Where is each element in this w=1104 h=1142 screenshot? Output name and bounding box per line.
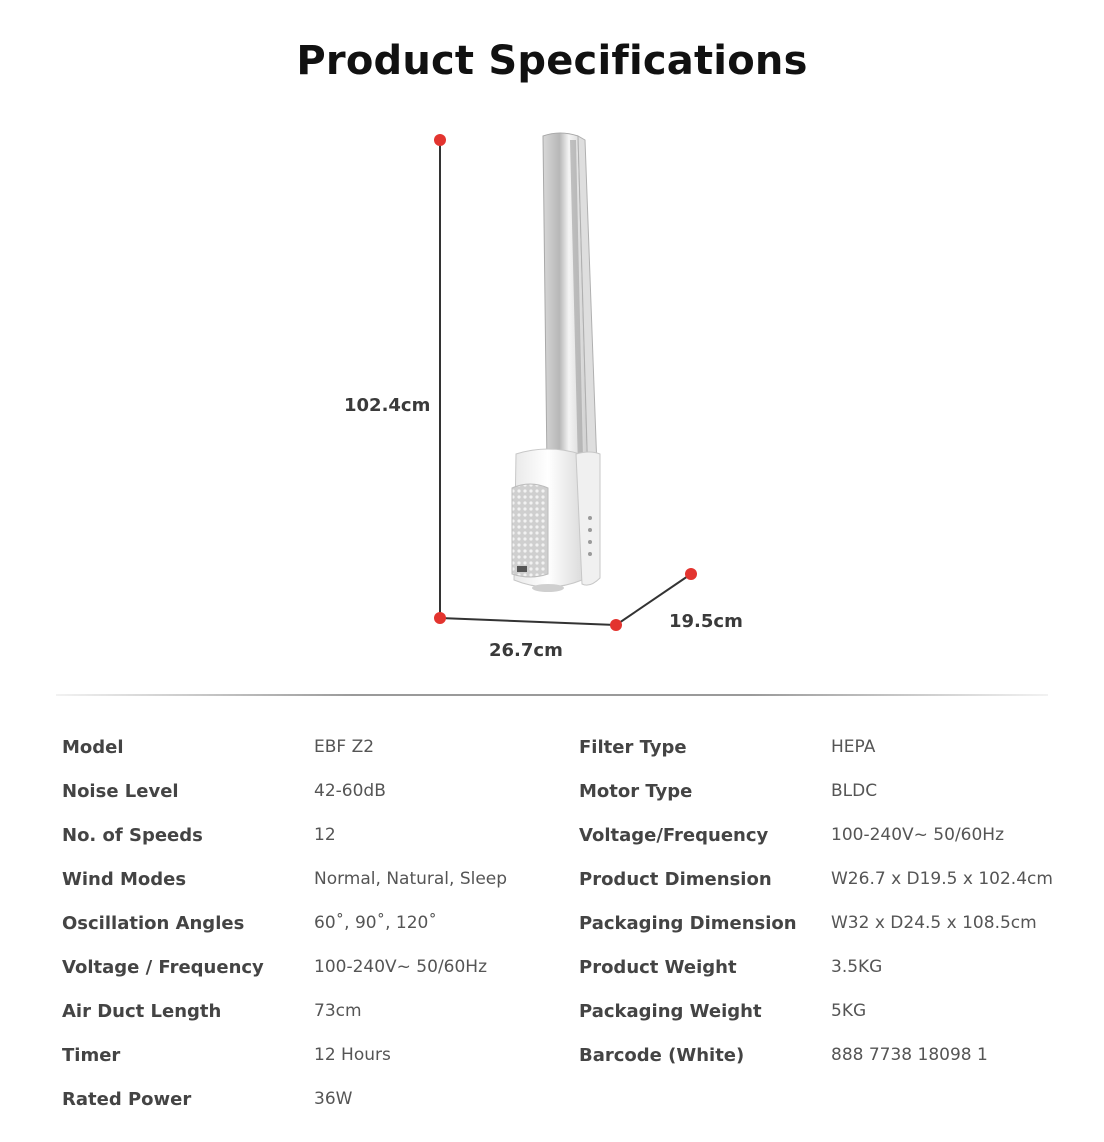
spec-label: Noise Level xyxy=(62,780,179,802)
spec-value: 42-60dB xyxy=(314,781,386,801)
spec-value: 3.5KG xyxy=(831,957,883,977)
spec-value: W32 x D24.5 x 108.5cm xyxy=(831,913,1037,933)
specs-left-column xyxy=(62,725,507,1121)
spec-label: Product Dimension xyxy=(579,868,772,890)
section-divider xyxy=(56,694,1048,696)
spec-value: 888 7738 18098 1 xyxy=(831,1045,988,1065)
spec-label: Air Duct Length xyxy=(62,1000,222,1022)
spec-label: Packaging Weight xyxy=(579,1000,762,1022)
spec-label: Motor Type xyxy=(579,780,693,802)
page-title: Product Specifications xyxy=(296,38,808,84)
height-dimension-label: 102.4cm xyxy=(344,395,431,416)
spec-value: 36W xyxy=(314,1089,353,1109)
spec-label: Oscillation Angles xyxy=(62,912,245,934)
spec-row-noise-level xyxy=(62,769,507,813)
spec-row-product-weight xyxy=(579,945,1053,989)
base-corner-marker xyxy=(434,612,446,624)
spec-row-rated-power xyxy=(62,1077,507,1121)
spec-value: 100-240V~ 50/60Hz xyxy=(314,957,488,977)
spec-row-voltage-frequency xyxy=(62,945,507,989)
spec-label: Filter Type xyxy=(579,736,687,758)
spec-row-packaging-weight xyxy=(579,989,1053,1033)
spec-value: W26.7 x D19.5 x 102.4cm xyxy=(831,869,1053,889)
spec-value: Normal, Natural, Sleep xyxy=(314,869,508,889)
spec-value: BLDC xyxy=(831,781,878,801)
spec-label: Wind Modes xyxy=(62,868,187,890)
spec-row-timer xyxy=(62,1033,507,1077)
spec-value: 60˚, 90˚, 120˚ xyxy=(314,913,437,933)
spec-value: 12 Hours xyxy=(314,1045,391,1065)
width-line xyxy=(440,618,616,625)
spec-label: Voltage/Frequency xyxy=(579,824,769,846)
spec-value: 5KG xyxy=(831,1001,867,1021)
depth-end-marker xyxy=(685,568,697,580)
tower-fan-image xyxy=(512,133,600,592)
spec-row-air-duct-length xyxy=(62,989,507,1033)
spec-row-barcode xyxy=(579,1033,1053,1077)
spec-row-model xyxy=(62,725,507,769)
spec-label: No. of Speeds xyxy=(62,824,203,846)
height-top-marker xyxy=(434,134,446,146)
spec-row-filter-type xyxy=(579,725,1053,769)
spec-label: Voltage / Frequency xyxy=(62,956,264,978)
spec-label: Barcode (White) xyxy=(579,1044,745,1066)
width-dimension-label: 26.7cm xyxy=(489,640,563,661)
spec-row-packaging-dimension xyxy=(579,901,1053,945)
spec-value: 73cm xyxy=(314,1001,362,1021)
spec-label: Rated Power xyxy=(62,1088,192,1110)
spec-label: Packaging Dimension xyxy=(579,912,797,934)
spec-row-wind-modes xyxy=(62,857,507,901)
depth-dimension-label: 19.5cm xyxy=(669,611,743,632)
specs-right-column xyxy=(579,725,1053,1077)
spec-row-voltage-frequency-alt xyxy=(579,813,1053,857)
product-dimension-diagram xyxy=(0,110,1104,680)
spec-row-speeds xyxy=(62,813,507,857)
spec-label: Timer xyxy=(62,1044,121,1066)
width-end-marker xyxy=(610,619,622,631)
spec-row-product-dimension xyxy=(579,857,1053,901)
spec-row-oscillation-angles xyxy=(62,901,507,945)
spec-value: HEPA xyxy=(831,737,876,757)
spec-value: 100-240V~ 50/60Hz xyxy=(831,825,1005,845)
spec-label: Model xyxy=(62,736,124,758)
spec-value: EBF Z2 xyxy=(314,737,375,757)
spec-label: Product Weight xyxy=(579,956,737,978)
spec-value: 12 xyxy=(314,825,336,845)
product-illustration xyxy=(0,110,1104,680)
spec-row-motor-type xyxy=(579,769,1053,813)
